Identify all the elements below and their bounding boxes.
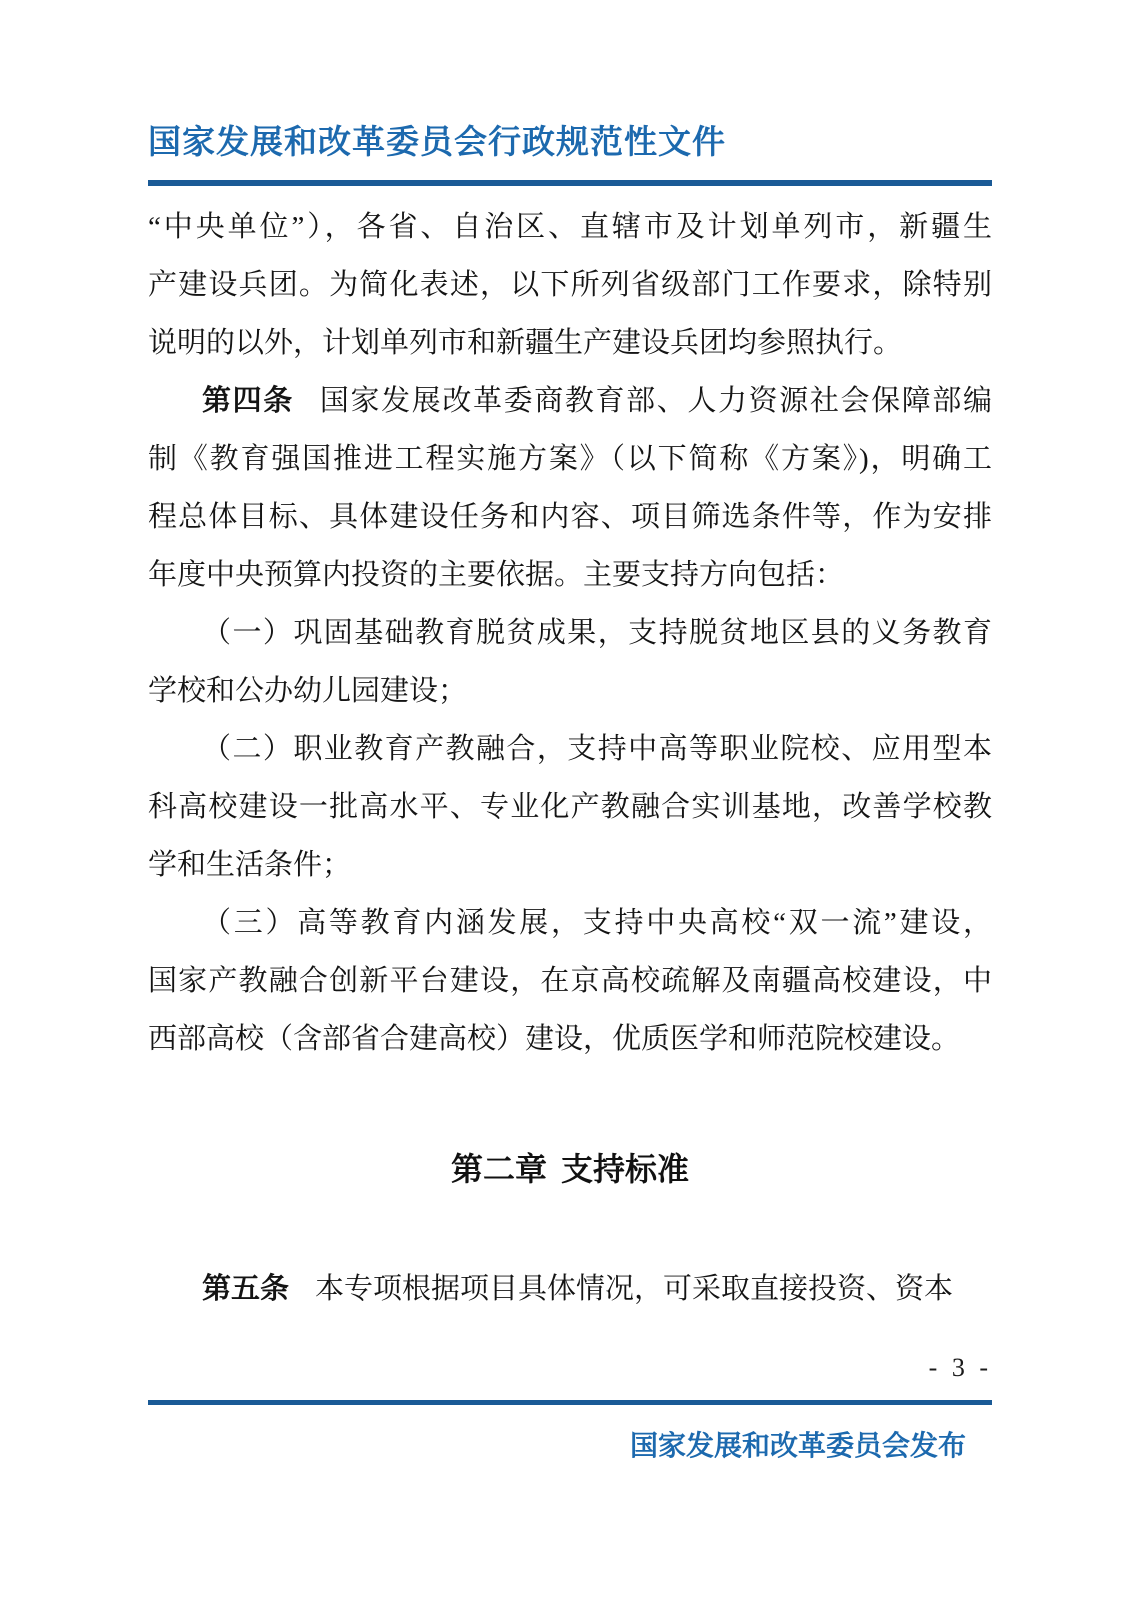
article-number: 第四条	[202, 385, 294, 417]
text-line: 学校和公办幼儿园建设；	[148, 675, 468, 707]
text-line: （一）巩固基础教育脱贫成果，支持脱贫地区县的义务教育	[202, 617, 992, 649]
paragraph-item-1	[148, 604, 992, 720]
text-line: 制《教育强国推进工程实施方案》（以下简称《方案》)，明确工	[148, 443, 992, 475]
text-line: 国家产教融合创新平台建设，在京高校疏解及南疆高校建设，中	[148, 965, 992, 997]
paragraph-continuation	[148, 198, 992, 372]
page-number: - 3 -	[928, 1353, 992, 1382]
paragraph-item-3	[148, 894, 992, 1068]
chapter-number: 第二章	[450, 1151, 547, 1187]
text-line: 西部高校（含部省合建高校）建设，优质医学和师范院校建设。	[148, 1023, 961, 1055]
paragraph-item-2	[148, 720, 992, 894]
text-line	[148, 1260, 992, 1318]
text-line: 说明的以外，计划单列市和新疆生产建设兵团均参照执行。	[148, 327, 903, 359]
document-body	[148, 198, 992, 1068]
publisher-label: 国家发展和改革委员会发布	[629, 1430, 966, 1461]
text-line: “中央单位”），各省、自治区、直辖市及计划单列市，新疆生	[148, 211, 992, 243]
text-line: 程总体目标、具体建设任务和内容、项目筛选条件等，作为安排	[148, 501, 992, 533]
paragraph-article-5	[148, 1260, 992, 1318]
chapter-heading	[148, 1140, 992, 1198]
text-line: 学和生活条件；	[148, 849, 352, 881]
text-line: 科高校建设一批高水平、专业化产教融合实训基地，改善学校教	[148, 791, 992, 823]
page-content	[148, 0, 992, 1467]
text-line: （二）职业教育产教融合，支持中高等职业院校、应用型本	[202, 733, 992, 765]
page-title: 国家发展和改革委员会行政规范性文件	[148, 123, 726, 160]
footer-divider	[148, 1400, 992, 1405]
text-line: （三）高等教育内涵发展，支持中央高校“双一流”建设，	[202, 907, 992, 939]
article-number: 第五条	[202, 1273, 290, 1305]
text-line: 产建设兵团。为简化表述，以下所列省级部门工作要求，除特别	[148, 269, 992, 301]
text-line	[148, 372, 992, 430]
text-line: 年度中央预算内投资的主要依据。主要支持方向包括：	[148, 559, 845, 591]
paragraph-article-4	[148, 372, 992, 604]
chapter-title: 支持标准	[561, 1151, 690, 1187]
header-divider	[148, 180, 992, 186]
text-run: 本专项根据项目具体情况，可采取直接投资、资本	[315, 1273, 954, 1305]
text-run: 国家发展改革委商教育部、人力资源社会保障部编	[319, 385, 992, 417]
